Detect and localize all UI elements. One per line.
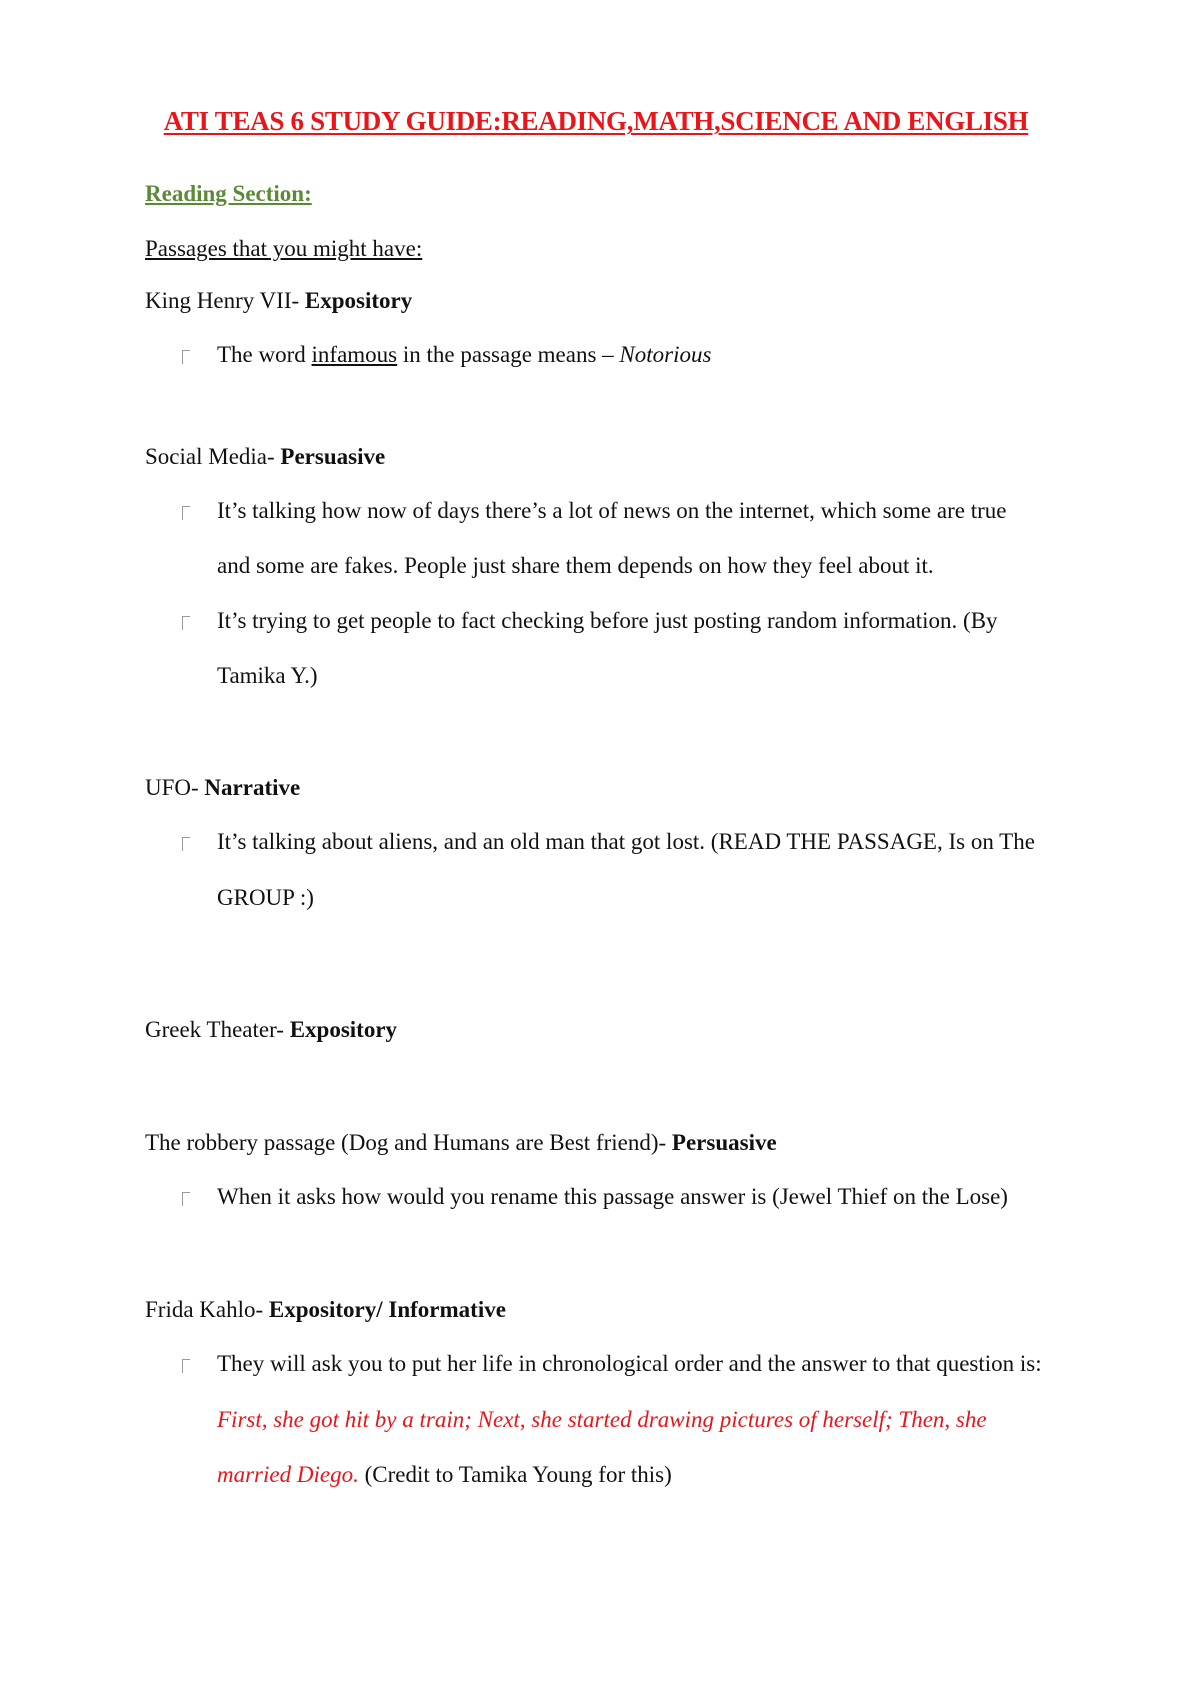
text-run: in the passage means – xyxy=(397,342,620,367)
text-run: The word xyxy=(217,342,312,367)
passage-heading-frida-kahlo xyxy=(145,1297,506,1323)
passage-heading-social-media xyxy=(145,444,385,470)
answer-text-red: married Diego. xyxy=(217,1462,359,1487)
bullet-text: When it asks how would you rename this passage answer is (Jewel Thief on the Lose) xyxy=(217,1184,1008,1209)
answer-text-red: First, she got hit by a train; Next, she started drawing pictures of herself; Then, she xyxy=(217,1407,987,1432)
bullet-icon xyxy=(182,837,190,851)
passage-name: Social Media- xyxy=(145,444,281,469)
passage-name: King Henry VII- xyxy=(145,288,305,313)
passage-type: Expository xyxy=(289,1017,398,1042)
bullet-icon xyxy=(182,350,190,364)
passage-type: Expository xyxy=(304,288,413,313)
passage-name: The robbery passage (Dog and Humans are Best friend)- xyxy=(145,1130,672,1155)
bullet-text: It’s talking how now of days there’s a lot of news on the internet, which some are true xyxy=(217,498,1007,523)
passage-type: Narrative xyxy=(204,775,301,800)
section-heading: Reading Section: xyxy=(145,181,312,206)
passage-heading-king-henry xyxy=(145,288,412,314)
bullet-text xyxy=(217,342,711,368)
passage-heading-robbery xyxy=(145,1130,777,1156)
bullet-text-continued xyxy=(217,1462,672,1488)
passage-type: Expository/ Informative xyxy=(268,1297,506,1322)
bullet-icon xyxy=(182,616,190,630)
bullet-icon xyxy=(182,506,190,520)
passage-name: Greek Theater- xyxy=(145,1017,290,1042)
passage-heading-ufo xyxy=(145,775,300,801)
passage-type: Persuasive xyxy=(671,1130,777,1155)
bullet-text-continued: GROUP :) xyxy=(217,885,314,910)
bullet-text: It’s trying to get people to fact checking before just posting random information. (By xyxy=(217,608,998,633)
passage-type: Persuasive xyxy=(280,444,386,469)
document-title: ATI TEAS 6 STUDY GUIDE:READING,MATH,SCIENCE AND ENGLISH xyxy=(163,106,1029,136)
answer-text: Notorious xyxy=(619,342,712,367)
passage-name: UFO- xyxy=(145,775,205,800)
bullet-icon xyxy=(182,1192,190,1206)
bullet-text: It’s talking about aliens, and an old man that got lost. (READ THE PASSAGE, Is on The xyxy=(217,829,1035,854)
passage-heading-greek-theater xyxy=(145,1017,397,1043)
bullet-icon xyxy=(182,1359,190,1373)
intro-line: Passages that you might have: xyxy=(145,236,423,261)
bullet-text-continued: Tamika Y.) xyxy=(217,663,318,688)
passage-name: Frida Kahlo- xyxy=(145,1297,269,1322)
underlined-word: infamous xyxy=(311,342,398,367)
bullet-text: They will ask you to put her life in chronological order and the answer to that question is: xyxy=(217,1351,1042,1376)
bullet-text-continued: and some are fakes. People just share them depends on how they feel about it. xyxy=(217,553,934,578)
credit-text: (Credit to Tamika Young for this) xyxy=(358,1462,672,1487)
